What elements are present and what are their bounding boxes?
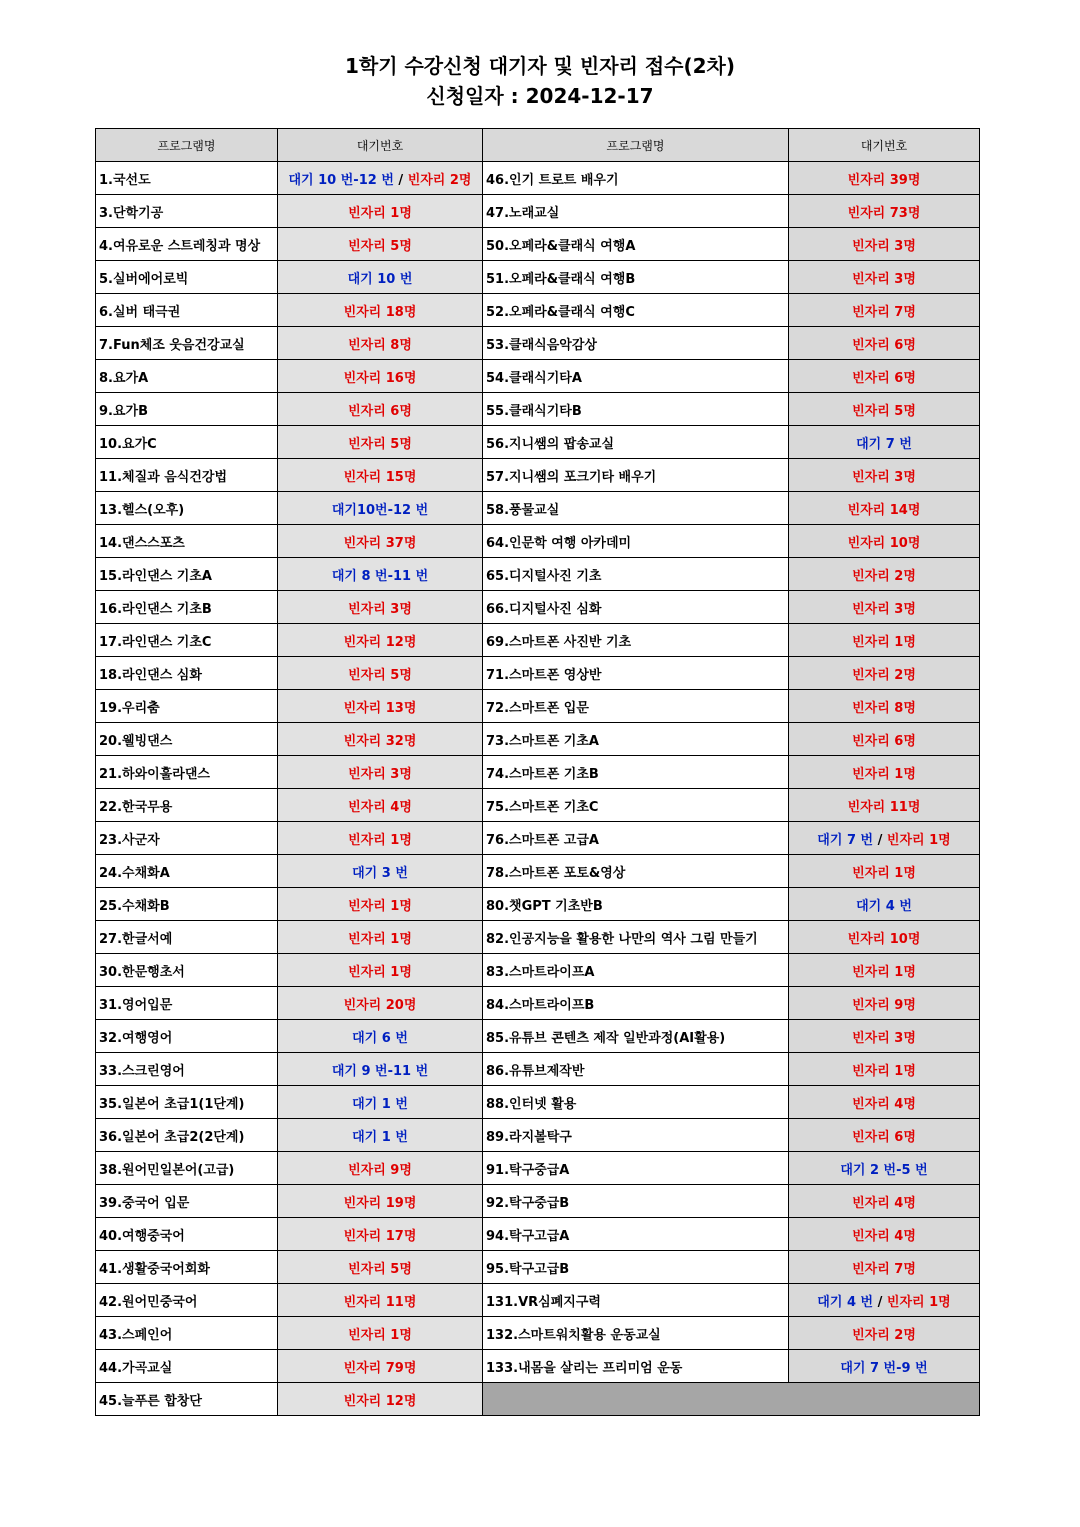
wait-status-right <box>789 1053 980 1086</box>
table-row <box>96 1251 980 1284</box>
vacancy-text: 빈자리 15명 <box>343 469 417 485</box>
table-row <box>96 393 980 426</box>
waitlist-text: 대기 10 번 <box>347 271 413 287</box>
table-row <box>96 261 980 294</box>
table-row <box>96 657 980 690</box>
wait-status-right <box>789 492 980 525</box>
wait-status-right <box>789 789 980 822</box>
program-name-right: 83.스마트라이프A <box>483 954 789 987</box>
waitlist-text: 대기 2 번-5 번 <box>840 1162 928 1178</box>
wait-status-right <box>789 228 980 261</box>
wait-status-right <box>789 162 980 195</box>
program-name-left: 40.여행중국어 <box>96 1218 278 1251</box>
wait-status-right <box>789 1284 980 1317</box>
program-name-left: 31.영어입문 <box>96 987 278 1020</box>
wait-status-left <box>278 360 483 393</box>
table-row <box>96 1383 980 1416</box>
vacancy-text: 빈자리 7명 <box>852 304 916 320</box>
program-name-left: 36.일본어 초급2(2단계) <box>96 1119 278 1152</box>
vacancy-text: 빈자리 79명 <box>343 1360 417 1376</box>
program-name-left: 38.원어민일본어(고급) <box>96 1152 278 1185</box>
table-row <box>96 624 980 657</box>
vacancy-text: 빈자리 4명 <box>852 1195 916 1211</box>
vacancy-text: 빈자리 1명 <box>886 832 951 848</box>
vacancy-text: 빈자리 39명 <box>847 172 921 188</box>
vacancy-text: 빈자리 6명 <box>348 403 412 419</box>
vacancy-text: 빈자리 3명 <box>348 766 412 782</box>
table-row <box>96 591 980 624</box>
vacancy-text: 빈자리 1명 <box>852 634 916 650</box>
wait-status-left <box>278 195 483 228</box>
program-name-right: 133.내몸을 살리는 프리미엄 운동 <box>483 1350 789 1383</box>
vacancy-text: 빈자리 8명 <box>852 700 916 716</box>
program-name-right: 58.풍물교실 <box>483 492 789 525</box>
waitlist-text: 대기 3 번 <box>352 865 408 881</box>
table-row <box>96 1020 980 1053</box>
waitlist-text: 대기 4 번 <box>817 1294 874 1310</box>
vacancy-text: 빈자리 11명 <box>343 1294 417 1310</box>
vacancy-text: 빈자리 3명 <box>852 238 916 254</box>
program-name-left: 6.실버 태극권 <box>96 294 278 327</box>
wait-status-left <box>278 822 483 855</box>
table-row <box>96 195 980 228</box>
vacancy-text: 빈자리 6명 <box>852 370 916 386</box>
program-name-right: 131.VR심폐지구력 <box>483 1284 789 1317</box>
wait-status-right <box>789 393 980 426</box>
wait-status-left <box>278 294 483 327</box>
program-name-left: 45.늘푸른 합창단 <box>96 1383 278 1416</box>
program-name-left: 39.중국어 입문 <box>96 1185 278 1218</box>
table-row <box>96 822 980 855</box>
program-name-right: 52.오페라&클래식 여행C <box>483 294 789 327</box>
table-row <box>96 1053 980 1086</box>
wait-status-left <box>278 426 483 459</box>
waitlist-text: 대기 4 번 <box>856 898 912 914</box>
col-header-wait-right: 대기번호 <box>789 129 980 162</box>
table-row <box>96 459 980 492</box>
vacancy-text: 빈자리 13명 <box>343 700 417 716</box>
program-name-left: 33.스크린영어 <box>96 1053 278 1086</box>
separator-text: / <box>393 172 408 188</box>
program-name-left: 43.스페인어 <box>96 1317 278 1350</box>
table-row <box>96 426 980 459</box>
wait-status-left <box>278 723 483 756</box>
vacancy-text: 빈자리 9명 <box>852 997 916 1013</box>
vacancy-text: 빈자리 1명 <box>852 766 916 782</box>
wait-status-right <box>789 954 980 987</box>
wait-status-left <box>278 1086 483 1119</box>
table-row <box>96 294 980 327</box>
wait-status-left <box>278 162 483 195</box>
table-row <box>96 558 980 591</box>
program-name-right: 80.챗GPT 기초반B <box>483 888 789 921</box>
program-name-left: 24.수채화A <box>96 855 278 888</box>
program-name-left: 5.실버에어로빅 <box>96 261 278 294</box>
program-name-right: 84.스마트라이프B <box>483 987 789 1020</box>
program-name-right: 92.탁구중급B <box>483 1185 789 1218</box>
program-name-right: 56.지니쌤의 팝송교실 <box>483 426 789 459</box>
vacancy-text: 빈자리 10명 <box>847 535 921 551</box>
program-name-right: 65.디지털사진 기초 <box>483 558 789 591</box>
wait-status-right <box>789 855 980 888</box>
program-name-left: 35.일본어 초급1(1단계) <box>96 1086 278 1119</box>
waitlist-text: 대기 7 번 <box>856 436 912 452</box>
wait-status-left <box>278 459 483 492</box>
program-name-left: 41.생활중국어회화 <box>96 1251 278 1284</box>
program-name-right: 66.디지털사진 심화 <box>483 591 789 624</box>
wait-status-left <box>278 1284 483 1317</box>
vacancy-text: 빈자리 3명 <box>852 1030 916 1046</box>
vacancy-text: 빈자리 4명 <box>348 799 412 815</box>
wait-status-left <box>278 888 483 921</box>
table-row <box>96 525 980 558</box>
program-name-right: 55.클래식기타B <box>483 393 789 426</box>
program-name-left: 30.한문행초서 <box>96 954 278 987</box>
vacancy-text: 빈자리 73명 <box>847 205 921 221</box>
col-header-wait-left: 대기번호 <box>278 129 483 162</box>
table-row <box>96 1185 980 1218</box>
separator-text: / <box>873 1294 887 1310</box>
table-row <box>96 789 980 822</box>
vacancy-text: 빈자리 5명 <box>348 436 412 452</box>
vacancy-text: 빈자리 2명 <box>407 172 472 188</box>
wait-status-right <box>789 558 980 591</box>
wait-status-left <box>278 591 483 624</box>
table-row <box>96 162 980 195</box>
wait-status-right <box>789 525 980 558</box>
wait-status-right <box>789 360 980 393</box>
vacancy-text: 빈자리 1명 <box>886 1294 951 1310</box>
program-name-right: 132.스마트워치활용 운동교실 <box>483 1317 789 1350</box>
program-name-right: 86.유튜브제작반 <box>483 1053 789 1086</box>
program-name-right: 89.라지볼탁구 <box>483 1119 789 1152</box>
table-row <box>96 360 980 393</box>
vacancy-text: 빈자리 18명 <box>343 304 417 320</box>
wait-status-right <box>789 1119 980 1152</box>
wait-status-right <box>789 327 980 360</box>
program-name-right: 51.오페라&클래식 여행B <box>483 261 789 294</box>
program-name-left: 13.헬스(오후) <box>96 492 278 525</box>
waitlist-text: 대기 1 번 <box>352 1129 408 1145</box>
vacancy-text: 빈자리 16명 <box>343 370 417 386</box>
table-row <box>96 1350 980 1383</box>
vacancy-text: 빈자리 14명 <box>847 502 921 518</box>
program-name-left: 21.하와이훌라댄스 <box>96 756 278 789</box>
wait-status-right <box>789 756 980 789</box>
wait-status-right <box>789 426 980 459</box>
vacancy-text: 빈자리 17명 <box>343 1228 417 1244</box>
wait-status-left <box>278 921 483 954</box>
program-name-right: 64.인문학 여행 아카데미 <box>483 525 789 558</box>
wait-status-right <box>789 459 980 492</box>
col-header-program-left: 프로그램명 <box>96 129 278 162</box>
vacancy-text: 빈자리 7명 <box>852 1261 916 1277</box>
vacancy-text: 빈자리 1명 <box>852 865 916 881</box>
wait-status-left <box>278 855 483 888</box>
vacancy-text: 빈자리 3명 <box>348 601 412 617</box>
vacancy-text: 빈자리 10명 <box>847 931 921 947</box>
vacancy-text: 빈자리 3명 <box>852 271 916 287</box>
wait-status-right <box>789 1317 980 1350</box>
program-name-left: 22.한국무용 <box>96 789 278 822</box>
wait-status-left <box>278 657 483 690</box>
waitlist-table <box>95 128 980 1416</box>
vacancy-text: 빈자리 8명 <box>348 337 412 353</box>
program-name-right: 76.스마트폰 고급A <box>483 822 789 855</box>
wait-status-left <box>278 690 483 723</box>
table-header-row <box>96 129 980 162</box>
wait-status-left <box>278 1020 483 1053</box>
vacancy-text: 빈자리 5명 <box>852 403 916 419</box>
program-name-left: 23.사군자 <box>96 822 278 855</box>
table-row <box>96 1119 980 1152</box>
program-name-left: 17.라인댄스 기초C <box>96 624 278 657</box>
vacancy-text: 빈자리 3명 <box>852 469 916 485</box>
vacancy-text: 빈자리 2명 <box>852 568 916 584</box>
program-name-right: 54.클래식기타A <box>483 360 789 393</box>
separator-text: / <box>873 832 887 848</box>
waitlist-text: 대기 8 번-11 번 <box>331 568 429 584</box>
wait-status-left <box>278 1350 483 1383</box>
vacancy-text: 빈자리 32명 <box>343 733 417 749</box>
wait-status-left <box>278 987 483 1020</box>
wait-status-right <box>789 921 980 954</box>
wait-status-left <box>278 624 483 657</box>
wait-status-right <box>789 987 980 1020</box>
wait-status-left <box>278 1218 483 1251</box>
waitlist-text: 대기 10 번-12 번 <box>288 172 394 188</box>
wait-status-left <box>278 261 483 294</box>
program-name-left: 10.요가C <box>96 426 278 459</box>
wait-status-right <box>789 690 980 723</box>
vacancy-text: 빈자리 1명 <box>348 964 412 980</box>
vacancy-text: 빈자리 12명 <box>343 1393 417 1409</box>
program-name-right: 53.클래식음악감상 <box>483 327 789 360</box>
wait-status-right <box>789 624 980 657</box>
program-name-right: 88.인터넷 활용 <box>483 1086 789 1119</box>
waitlist-text: 대기 7 번-9 번 <box>840 1360 928 1376</box>
program-name-right: 73.스마트폰 기초A <box>483 723 789 756</box>
waitlist-text: 대기 7 번 <box>817 832 874 848</box>
wait-status-left <box>278 1152 483 1185</box>
vacancy-text: 빈자리 1명 <box>348 898 412 914</box>
vacancy-text: 빈자리 1명 <box>852 1063 916 1079</box>
table-body <box>96 162 980 1416</box>
vacancy-text: 빈자리 11명 <box>847 799 921 815</box>
vacancy-text: 빈자리 6명 <box>852 1129 916 1145</box>
program-name-right: 47.노래교실 <box>483 195 789 228</box>
application-date: 신청일자 : 2024-12-17 <box>426 84 654 108</box>
wait-status-right <box>789 1218 980 1251</box>
wait-status-left <box>278 1119 483 1152</box>
wait-status-right <box>789 723 980 756</box>
wait-status-left <box>278 954 483 987</box>
table-row <box>96 888 980 921</box>
table-row <box>96 1218 980 1251</box>
vacancy-text: 빈자리 20명 <box>343 997 417 1013</box>
vacancy-text: 빈자리 1명 <box>852 964 916 980</box>
col-header-program-right: 프로그램명 <box>483 129 789 162</box>
program-name-left: 16.라인댄스 기초B <box>96 591 278 624</box>
vacancy-text: 빈자리 5명 <box>348 667 412 683</box>
program-name-right: 95.탁구고급B <box>483 1251 789 1284</box>
vacancy-text: 빈자리 2명 <box>852 667 916 683</box>
page-title: 1학기 수강신청 대기자 및 빈자리 접수(2차) <box>344 54 736 78</box>
table-row <box>96 327 980 360</box>
program-name-left: 42.원어민중국어 <box>96 1284 278 1317</box>
table-row <box>96 921 980 954</box>
table-row <box>96 756 980 789</box>
program-name-right: 50.오페라&클래식 여행A <box>483 228 789 261</box>
program-name-left: 9.요가B <box>96 393 278 426</box>
program-name-left: 11.체질과 음식건강법 <box>96 459 278 492</box>
table-row <box>96 1317 980 1350</box>
wait-status-right <box>789 195 980 228</box>
table-row <box>96 228 980 261</box>
wait-status-left <box>278 789 483 822</box>
program-name-right: 69.스마트폰 사진반 기초 <box>483 624 789 657</box>
program-name-right: 75.스마트폰 기초C <box>483 789 789 822</box>
program-name-left: 15.라인댄스 기초A <box>96 558 278 591</box>
program-name-left: 7.Fun체조 웃음건강교실 <box>96 327 278 360</box>
wait-status-left <box>278 228 483 261</box>
vacancy-text: 빈자리 9명 <box>348 1162 412 1178</box>
wait-status-left <box>278 393 483 426</box>
vacancy-text: 빈자리 5명 <box>348 1261 412 1277</box>
waitlist-text: 대기 6 번 <box>352 1030 408 1046</box>
wait-status-left <box>278 756 483 789</box>
program-name-right: 74.스마트폰 기초B <box>483 756 789 789</box>
program-name-right: 85.유튜브 콘텐츠 제작 일반과정(AI활용) <box>483 1020 789 1053</box>
waitlist-text: 대기 9 번-11 번 <box>331 1063 429 1079</box>
wait-status-left <box>278 1317 483 1350</box>
vacancy-text: 빈자리 5명 <box>348 238 412 254</box>
vacancy-text: 빈자리 1명 <box>348 931 412 947</box>
program-name-left: 1.국선도 <box>96 162 278 195</box>
table-row <box>96 723 980 756</box>
program-name-left: 3.단학기공 <box>96 195 278 228</box>
wait-status-left <box>278 525 483 558</box>
program-name-left: 14.댄스스포츠 <box>96 525 278 558</box>
vacancy-text: 빈자리 37명 <box>343 535 417 551</box>
program-name-left: 8.요가A <box>96 360 278 393</box>
wait-status-left <box>278 1383 483 1416</box>
wait-status-left <box>278 327 483 360</box>
table-row <box>96 1284 980 1317</box>
table-row <box>96 690 980 723</box>
wait-status-right <box>789 657 980 690</box>
waitlist-text: 대기 1 번 <box>352 1096 408 1112</box>
vacancy-text: 빈자리 12명 <box>343 634 417 650</box>
wait-status-left <box>278 1053 483 1086</box>
vacancy-text: 빈자리 6명 <box>852 733 916 749</box>
table-row <box>96 954 980 987</box>
wait-status-right <box>789 591 980 624</box>
wait-status-left <box>278 1185 483 1218</box>
vacancy-text: 빈자리 4명 <box>852 1228 916 1244</box>
wait-status-right <box>789 1251 980 1284</box>
wait-status-left <box>278 492 483 525</box>
wait-status-right <box>789 1152 980 1185</box>
program-name-right: 71.스마트폰 영상반 <box>483 657 789 690</box>
program-name-left: 25.수채화B <box>96 888 278 921</box>
table-row <box>96 492 980 525</box>
vacancy-text: 빈자리 1명 <box>348 1327 412 1343</box>
wait-status-left <box>278 1251 483 1284</box>
program-name-left: 18.라인댄스 심화 <box>96 657 278 690</box>
wait-status-right <box>789 888 980 921</box>
table-row <box>96 987 980 1020</box>
wait-status-right <box>789 822 980 855</box>
program-name-right: 82.인공지능을 활용한 나만의 역사 그림 만들기 <box>483 921 789 954</box>
program-name-left: 27.한글서예 <box>96 921 278 954</box>
empty-cell <box>483 1383 980 1416</box>
waitlist-text: 대기10번-12 번 <box>331 502 429 518</box>
wait-status-right <box>789 1350 980 1383</box>
program-name-right: 78.스마트폰 포토&영상 <box>483 855 789 888</box>
vacancy-text: 빈자리 1명 <box>348 205 412 221</box>
vacancy-text: 빈자리 1명 <box>348 832 412 848</box>
vacancy-text: 빈자리 19명 <box>343 1195 417 1211</box>
program-name-right: 57.지니쌤의 포크기타 배우기 <box>483 459 789 492</box>
program-name-right: 46.인기 트로트 배우기 <box>483 162 789 195</box>
wait-status-right <box>789 1086 980 1119</box>
vacancy-text: 빈자리 2명 <box>852 1327 916 1343</box>
program-name-right: 91.탁구중급A <box>483 1152 789 1185</box>
vacancy-text: 빈자리 3명 <box>852 601 916 617</box>
program-name-right: 72.스마트폰 입문 <box>483 690 789 723</box>
wait-status-right <box>789 294 980 327</box>
table-row <box>96 1086 980 1119</box>
wait-status-right <box>789 261 980 294</box>
table-row <box>96 855 980 888</box>
program-name-left: 19.우리춤 <box>96 690 278 723</box>
program-name-right: 94.탁구고급A <box>483 1218 789 1251</box>
program-name-left: 32.여행영어 <box>96 1020 278 1053</box>
wait-status-left <box>278 558 483 591</box>
wait-status-right <box>789 1185 980 1218</box>
wait-status-right <box>789 1020 980 1053</box>
program-name-left: 20.웰빙댄스 <box>96 723 278 756</box>
program-name-left: 44.가곡교실 <box>96 1350 278 1383</box>
table-row <box>96 1152 980 1185</box>
program-name-left: 4.여유로운 스트레칭과 명상 <box>96 228 278 261</box>
vacancy-text: 빈자리 6명 <box>852 337 916 353</box>
vacancy-text: 빈자리 4명 <box>852 1096 916 1112</box>
